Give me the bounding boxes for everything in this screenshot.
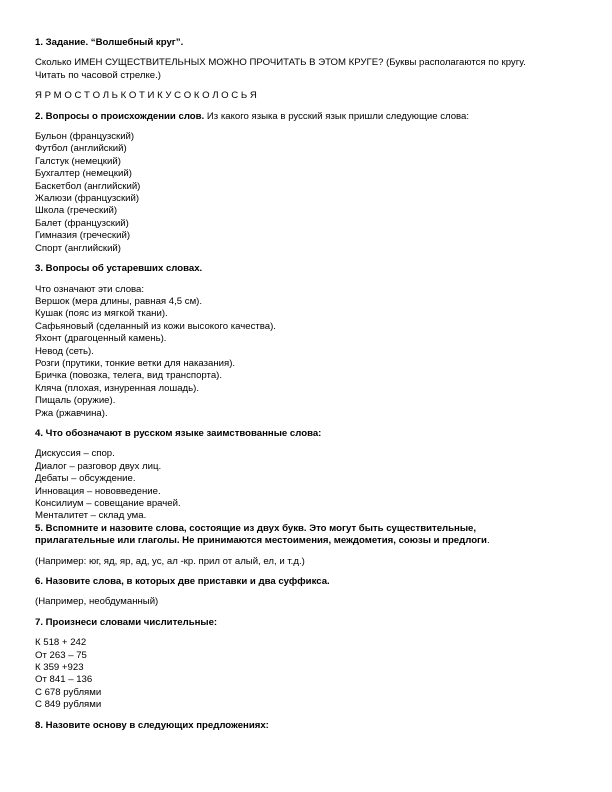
section-1-text-line-1: Сколько ИМЕН СУЩЕСТВИТЕЛЬНЫХ МОЖНО ПРОЧИТАТЬ В ЭТОМ КРУГЕ? (Буквы располагаются по кругу. <box>35 57 526 69</box>
section-5-title-line-1: 5. Вспомните и назовите слова, состоящие из двух букв. Это могут быть существительные, <box>35 522 477 534</box>
list-item: Гимназия (греческий) <box>35 230 131 242</box>
list-item: Розги (прутики, тонкие ветки для наказания). <box>35 357 236 369</box>
list-item: К 518 + 242 <box>35 637 87 649</box>
section-2-title: 2. Вопросы о происхождении слов. <box>35 110 205 122</box>
list-item: Яхонт (драгоценный камень). <box>35 333 167 345</box>
list-item: От 841 – 136 <box>35 674 93 686</box>
section-5-title-line-2 <box>35 535 580 547</box>
section-5-example: (Например: юг, яд, яр, ад, ус, ал -кр. прил от алый, ел, и т.д.) <box>35 555 305 567</box>
list-item: Консилиум – совещание врачей. <box>35 498 181 509</box>
list-item: Дискуссия – спор. <box>35 448 115 460</box>
section-6-title: 6. Назовите слова, в которых две приставки и два суффикса. <box>35 576 330 588</box>
section-5-title-line-2-bold: прилагательные или глаголы. Не принимаются местоимения, междометия, союзы и предлоги <box>35 535 487 547</box>
numerals-list <box>35 637 580 711</box>
archaic-words-list <box>35 296 580 420</box>
section-3-intro: Что означают эти слова: <box>35 283 145 295</box>
list-item: Бульон (французский) <box>35 131 135 143</box>
list-item: С 849 рублями <box>35 699 102 711</box>
list-item: Вершок (мера длины, равная 4,5 см). <box>35 295 203 307</box>
list-item: Футбол (английский) <box>35 143 127 155</box>
list-item: Невод (сеть). <box>35 345 94 357</box>
section-4-title: 4. Что обозначают в русском языке заимствованные слова: <box>35 427 322 439</box>
list-item: Пищаль (оружие). <box>35 395 116 407</box>
list-item: Бричка (повозка, телега, вид транспорта). <box>35 370 223 382</box>
word-origin-list <box>35 131 580 255</box>
section-6-example: (Например, необдуманный) <box>35 596 159 608</box>
magic-circle-letters: Я Р М О С Т О Л Ь К О Т И К У С О К О Л О С Ь Я <box>35 90 257 102</box>
section-1-title: 1. Задание. “Волшебный круг”. <box>35 37 184 48</box>
section-5-title-line-2-end: . <box>486 535 490 547</box>
section-8-title: 8. Назовите основу в следующих предложениях: <box>35 719 269 731</box>
list-item: Менталитет – склад ума. <box>35 510 147 522</box>
document-page <box>35 37 580 732</box>
section-3-title: 3. Вопросы об устаревших словах. <box>35 263 203 275</box>
section-7-title: 7. Произнеси словами числительные: <box>35 616 218 628</box>
list-item: Жалюзи (французский) <box>35 193 140 205</box>
list-item: Диалог – разговор двух лиц. <box>35 460 162 472</box>
list-item: К 359 +923 <box>35 662 84 674</box>
borrowed-words-list <box>35 448 580 522</box>
list-item: Ржа (ржавчина). <box>35 407 108 419</box>
list-item: Балет (французский) <box>35 217 129 229</box>
list-item: С 678 рублями <box>35 686 102 698</box>
list-item: Спорт (английский) <box>35 242 121 254</box>
section-2-title-rest: Из какого языка в русский язык пришли следующие слова: <box>204 110 470 122</box>
list-item: Кляча (плохая, изнуренная лошадь). <box>35 382 199 394</box>
list-item: Сафьяновый (сделанный из кожи высокого качества). <box>35 320 276 332</box>
section-1-text-line-2: Читать по часовой стрелке.) <box>35 69 161 81</box>
list-item: Дебаты – обсуждение. <box>35 473 136 485</box>
section-2-heading <box>35 111 580 123</box>
list-item: Инновация – нововведение. <box>35 485 161 497</box>
list-item: От 263 – 75 <box>35 649 87 661</box>
list-item: Баскетбол (английский) <box>35 180 141 192</box>
list-item: Кушак (пояс из мягкой ткани). <box>35 308 168 320</box>
list-item: Галстук (немецкий) <box>35 155 121 167</box>
list-item: Школа (греческий) <box>35 205 118 217</box>
list-item: Бухгалтер (немецкий) <box>35 168 132 180</box>
